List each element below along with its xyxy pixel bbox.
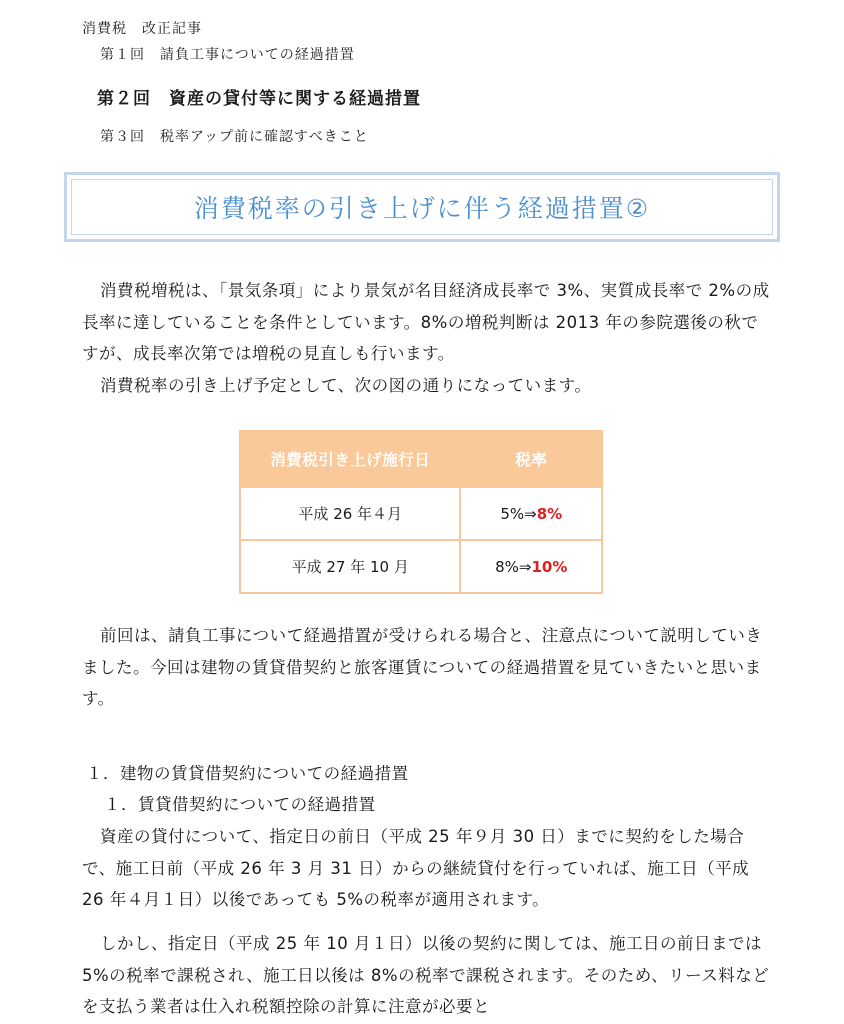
table-row bbox=[240, 540, 602, 593]
body-paragraph-2: 資産の貸付について、指定日の前日（平成 25 年９月 30 日）までに契約をした場合で、施工日前（平成 26 年 3 月 31 日）からの継続貸付を行っていれば、施工日（平成 26 年４月１日）以後であっても 5%の税率が適用されます。 bbox=[82, 827, 750, 909]
series-item-2-current: 第２回 資産の貸付等に関する経過措置 bbox=[97, 89, 421, 109]
rate-new: 10% bbox=[531, 557, 568, 576]
section-heading: １．建物の賃貸借契約についての経過措置 bbox=[86, 764, 409, 783]
table-cell-date: 平成 26 年４月 bbox=[240, 487, 460, 540]
category-label: 消費税 改正記事 bbox=[82, 21, 202, 37]
intro-paragraph-2: 消費税率の引き上げ予定として、次の図の通りになっています。 bbox=[100, 376, 592, 395]
intro-paragraph-1: 消費税増税は、「景気条項」により景気が名目経済成長率で 3%、実質成長率で 2%の成長率に達していることを条件としています。8%の増税判断は 2013 年の参院選後の秋ですが、成長率次第では増税の見直しも行います。 bbox=[82, 281, 770, 363]
title-inner-frame bbox=[71, 179, 773, 235]
rate-new: 8% bbox=[536, 504, 563, 523]
table-row bbox=[240, 487, 602, 540]
series-list bbox=[97, 44, 421, 148]
rate-old: 5%⇒ bbox=[500, 504, 537, 523]
page-title: 消費税率の引き上げに伴う経過措置② bbox=[193, 194, 651, 223]
table-cell-date: 平成 27 年 10 月 bbox=[240, 540, 460, 593]
series-item-1: 第１回 請負工事についての経過措置 bbox=[100, 47, 355, 63]
body-paragraph-1: 前回は、請負工事について経過措置が受けられる場合と、注意点について説明していきました。今回は建物の賃貸借契約と旅客運賃についての経過措置を見ていきたいと思います。 bbox=[82, 626, 763, 708]
rate-table bbox=[239, 430, 603, 594]
table-header-row bbox=[240, 431, 602, 487]
title-box bbox=[64, 172, 780, 242]
body-paragraph-3: しかし、指定日（平成 25 年 10 月１日）以後の契約に関しては、施工日の前日までは 5%の税率で課税され、施工日以後は 8%の税率で課税されます。そのため、リース料などを支払う業者は仕入れ税額控除の計算に注意が必要と bbox=[82, 934, 770, 1016]
rate-old: 8%⇒ bbox=[495, 557, 532, 576]
table-cell-rate bbox=[460, 540, 602, 593]
series-item-3: 第３回 税率アップ前に確認すべきこと bbox=[100, 129, 369, 145]
table-cell-rate bbox=[460, 487, 602, 540]
table-header-rate: 税率 bbox=[460, 431, 602, 487]
subsection-heading: １．賃貸借契約についての経過措置 bbox=[104, 795, 376, 814]
table-header-date: 消費税引き上げ施行日 bbox=[240, 431, 460, 487]
